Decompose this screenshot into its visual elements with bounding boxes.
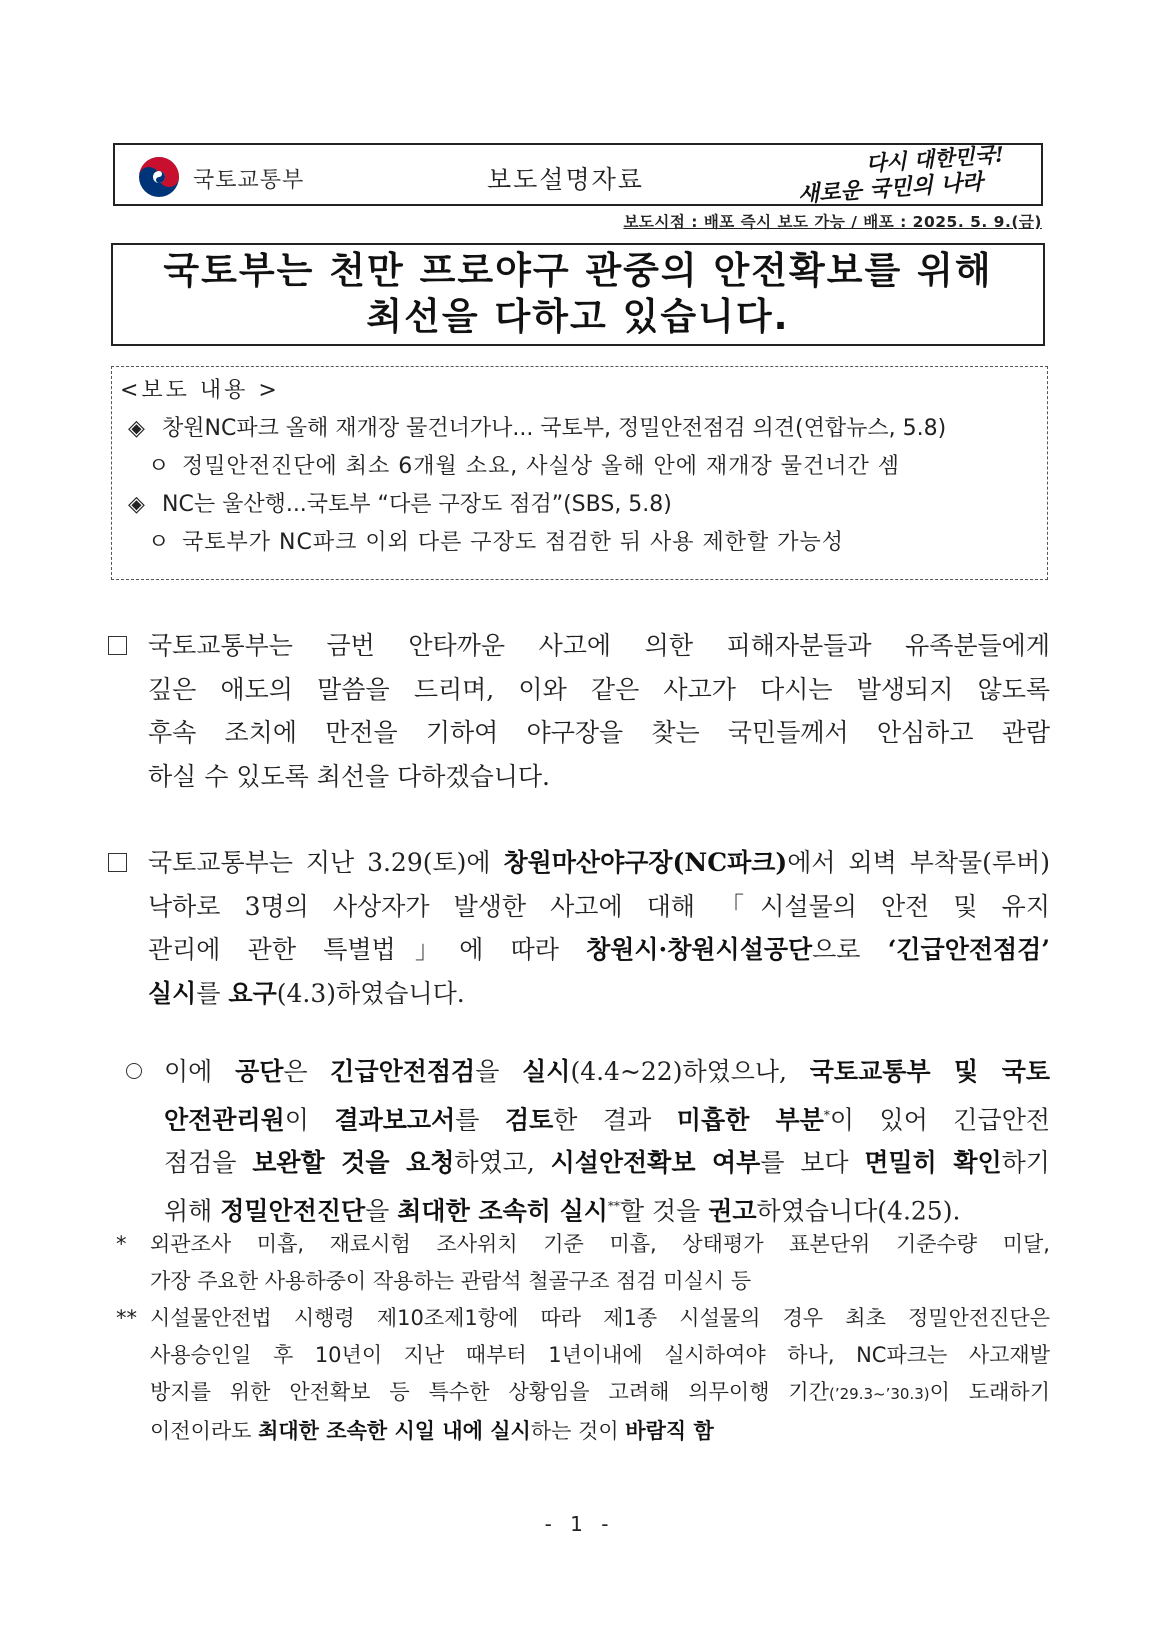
footnote-line: 외관조사 미흡, 재료시험 조사위치 기준 미흡, 상태평가 표본단위 기준수량 미달, (150, 1232, 1050, 1256)
news-item (128, 490, 672, 520)
footnote-line: 시설물안전법 시행령 제10조제1항에 따라 제1종 시설물의 경우 최초 정밀안전진단은 (150, 1306, 1050, 1330)
news-item-text: 창원NC파크 올해 재개장 물건너가나... 국토부, 정밀안전점검 의견(연합뉴스, 5.8) (162, 416, 947, 441)
text-run: (4.3)하였습니다. (276, 978, 465, 1008)
text-run: 를 보다 (760, 1148, 865, 1178)
news-summary-box (111, 366, 1048, 580)
text-run: 하였습니다(4.25). (756, 1196, 961, 1226)
footnote-line: 사용승인일 후 10년이 지난 때부터 1년이내에 실시하여야 하나, NC파크는 사고재발 (150, 1343, 1050, 1367)
news-subitem-text: 국토부가 NC파크 이외 다른 구장도 점검한 뒤 사용 제한할 가능성 (182, 530, 845, 555)
bold-run: 안전관리원 (164, 1104, 285, 1134)
bold-run: 창원시·창원시설공단 (586, 935, 813, 964)
footnote-marker: ** (116, 1306, 137, 1330)
footnote-line: 가장 주요한 사용하중이 작용하는 관람석 철골구조 점검 미실시 등 (150, 1269, 752, 1293)
footnote-2 (116, 1300, 1050, 1450)
diamond-bullet-icon: ◈ (128, 492, 145, 517)
text-run: 이 있어 긴급안전 (829, 1104, 1050, 1134)
paragraph-precision-diagnosis (126, 1050, 1050, 1233)
footnote-line (150, 1413, 1050, 1450)
text-run: 국토교통부는 지난 3.29(토)에 (148, 848, 504, 877)
text-run: 을 (365, 1196, 398, 1226)
paragraph-emergency-inspection (108, 841, 1050, 1015)
paragraph-line (164, 1094, 1050, 1142)
slogan-line-2: 새로운 국민의 나라 (797, 168, 984, 208)
page-number: - 1 - (544, 1512, 615, 1536)
paragraph-line (148, 841, 1050, 885)
bold-run: 국토교통부 및 국토 (809, 1057, 1050, 1086)
text-run: 한 결과 (553, 1104, 677, 1134)
footnote-1 (116, 1226, 1050, 1300)
text-run: 이에 (164, 1057, 236, 1086)
square-bullet-icon (108, 636, 127, 655)
text-run: 은 (283, 1057, 331, 1086)
bold-run: 검토 (504, 1104, 554, 1134)
bold-run: 요구 (228, 978, 277, 1008)
title-line-2: 최선을 다하고 있습니다. (366, 295, 790, 338)
bold-run: 실시 (522, 1057, 571, 1086)
paragraph-line: 후속 조치에 만전을 기하여 야구장을 찾는 국민들께서 안심하고 관람 (148, 718, 1050, 747)
paragraph-line: 하실 수 있도록 최선을 다하겠습니다. (148, 761, 550, 791)
text-run: 하기 (1001, 1148, 1050, 1178)
footnote-marker: * (823, 1107, 830, 1122)
news-subitem (148, 528, 844, 558)
header-box (113, 143, 1043, 206)
footnote-line (150, 1374, 1050, 1413)
text-run: 점검을 (164, 1148, 253, 1178)
text-run: (4.4~22)하였으나, (570, 1057, 810, 1086)
diamond-bullet-icon: ◈ (128, 416, 145, 441)
paragraph-line: 깊은 애도의 말씀을 드리며, 이와 같은 사고가 다시는 발생되지 않도록 (148, 674, 1050, 704)
bold-run: 창원마산야구장(NC파크) (503, 848, 788, 877)
bold-run: 보완할 것을 요청 (252, 1148, 455, 1178)
news-subitem-text: 정밀안전진단에 최소 6개월 소요, 사실상 올해 안에 재개장 물건너간 셈 (182, 454, 900, 479)
bold-run: 최대한 조속히 실시 (397, 1196, 608, 1226)
bold-run: 실시 (148, 978, 197, 1008)
bold-run: 권고 (708, 1196, 757, 1226)
circle-bullet-icon (126, 1063, 142, 1079)
square-bullet-icon (108, 853, 127, 872)
slogan-line-1: 다시 대한민국! (865, 141, 1005, 176)
release-info: 보도시점 : 배포 즉시 보도 가능 / 배포 : 2025. 5. 9.(금) (623, 213, 1042, 231)
text-run: 이 도래하기 (929, 1380, 1051, 1404)
bold-run: 바람직 함 (625, 1419, 714, 1443)
ministry-name: 국토교통부 (193, 168, 305, 193)
footnote-marker: * (116, 1232, 127, 1256)
text-run: 하였고, (454, 1148, 551, 1178)
news-subitem (148, 452, 900, 482)
paragraph-line: 국토교통부는 금번 안타까운 사고에 의한 피해자분들과 유족분들에게 (148, 631, 1050, 660)
paragraph-line (164, 1050, 1050, 1094)
bold-run: 시설안전확보 여부 (550, 1148, 761, 1178)
taegeuk-logo-icon (137, 155, 181, 199)
text-run: 이전이라도 (150, 1419, 259, 1443)
bold-run: 공단 (235, 1057, 284, 1086)
circle-bullet-icon: ㅇ (148, 530, 171, 555)
bold-run: ‘긴급안전점검’ (887, 935, 1050, 964)
document-type: 보도설명자료 (487, 165, 644, 194)
circle-bullet-icon: ㅇ (148, 454, 171, 479)
bold-run: 최대한 조속한 시일 내에 실시 (258, 1419, 531, 1443)
text-run: 으로 (812, 935, 888, 964)
paragraph-line: 낙하로 3명의 사상자가 발생한 사고에 대해 「시설물의 안전 및 유지 (148, 891, 1050, 921)
bold-run: 정밀안전진단 (220, 1196, 366, 1226)
slogan-handwriting (785, 140, 1033, 215)
text-run: 관리에 관한 특별법」에 따라 (148, 935, 587, 964)
title-box (111, 243, 1045, 346)
news-item-text: NC는 울산행...국토부 “다른 구장도 점검”(SBS, 5.8) (162, 492, 672, 517)
bold-run: 면밀히 확인 (864, 1148, 1002, 1178)
footnote-marker: ** (607, 1198, 620, 1213)
title-line-1: 국토부는 천만 프로야구 관중의 안전확보를 위해 (163, 249, 993, 292)
text-run: 할 것을 (619, 1196, 709, 1226)
text-run: 이 (284, 1104, 335, 1134)
text-run: 위해 (164, 1196, 221, 1226)
bold-run: 긴급안전점검 (330, 1057, 476, 1086)
text-run: 을 (475, 1057, 523, 1086)
text-run: (’29.3~’30.3) (829, 1385, 930, 1403)
paragraph-condolence (108, 624, 1050, 798)
text-run: 에서 외벽 부착물(루버) (787, 848, 1050, 877)
paragraph-line (164, 1141, 1050, 1185)
bold-run: 미흡한 부분 (676, 1104, 824, 1134)
news-item (128, 414, 946, 444)
text-run: 하는 것이 (530, 1419, 626, 1443)
news-label: <보도 내용 > (120, 378, 280, 403)
text-run: 를 (455, 1104, 505, 1134)
text-run: 방지를 위한 안전확보 등 특수한 상황임을 고려해 의무이행 기간 (150, 1380, 830, 1404)
paragraph-line (148, 972, 1050, 1016)
bold-run: 결과보고서 (334, 1104, 456, 1134)
paragraph-line (148, 928, 1050, 972)
text-run: 를 (196, 978, 229, 1008)
